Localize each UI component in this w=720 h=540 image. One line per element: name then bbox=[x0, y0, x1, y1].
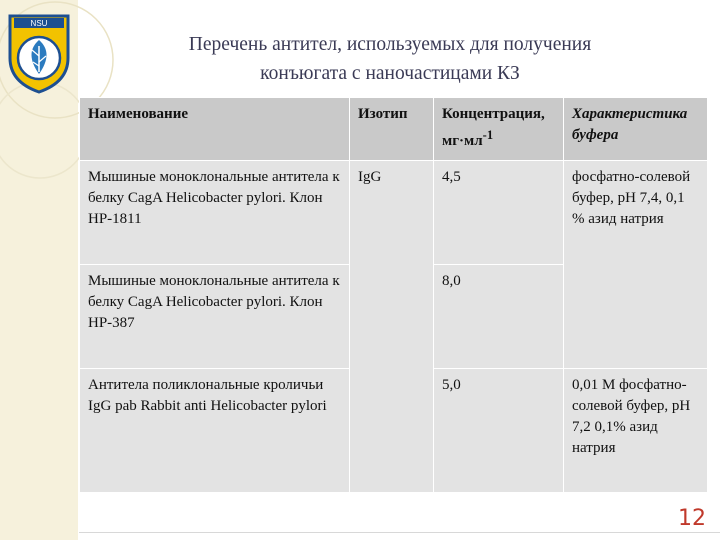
page-number: 12 bbox=[678, 506, 706, 531]
row3-concentration: 5,0 bbox=[434, 369, 564, 493]
table-header-row bbox=[80, 98, 708, 161]
header-concentration bbox=[434, 98, 564, 161]
row1-concentration: 4,5 bbox=[434, 161, 564, 265]
row3-name: Антитела поликлональные кроличьи IgG pab Rabbit anti Helicobacter pylori bbox=[80, 369, 350, 493]
university-emblem-icon bbox=[4, 8, 74, 94]
isotype-cell: IgG bbox=[350, 161, 434, 493]
buffer-cell-1: фосфатно-солевой буфер, рН 7,4, 0,1 % азид натрия bbox=[564, 161, 708, 369]
page-title bbox=[120, 30, 660, 88]
header-isotype: Изотип bbox=[350, 98, 434, 161]
row2-concentration: 8,0 bbox=[434, 265, 564, 369]
header-concentration-text: Концентрация, мг·мл bbox=[442, 106, 545, 149]
row2-name: Мышиные моноклональные антитела к белку CagA Helicobacter pylori. Клон HP-387 bbox=[80, 265, 350, 369]
row1-name: Мышиные моноклональные антитела к белку CagA Helicobacter pylori. Клон HP-1811 bbox=[80, 161, 350, 265]
footer-divider bbox=[79, 532, 720, 533]
title-line-2: конъюгата с наночастицами КЗ bbox=[260, 63, 520, 84]
header-buffer: Характеристика буфера bbox=[564, 98, 708, 161]
buffer-cell-2: 0,01 М фосфатно-солевой буфер, рН 7,2 0,1% азид натрия bbox=[564, 369, 708, 493]
header-concentration-sup: -1 bbox=[482, 128, 494, 142]
logo-text: NSU bbox=[30, 19, 48, 28]
table-row bbox=[80, 161, 708, 265]
title-line-1: Перечень антител, используемых для получения bbox=[188, 34, 592, 55]
header-name: Наименование bbox=[80, 98, 350, 161]
antibody-table bbox=[79, 97, 708, 493]
